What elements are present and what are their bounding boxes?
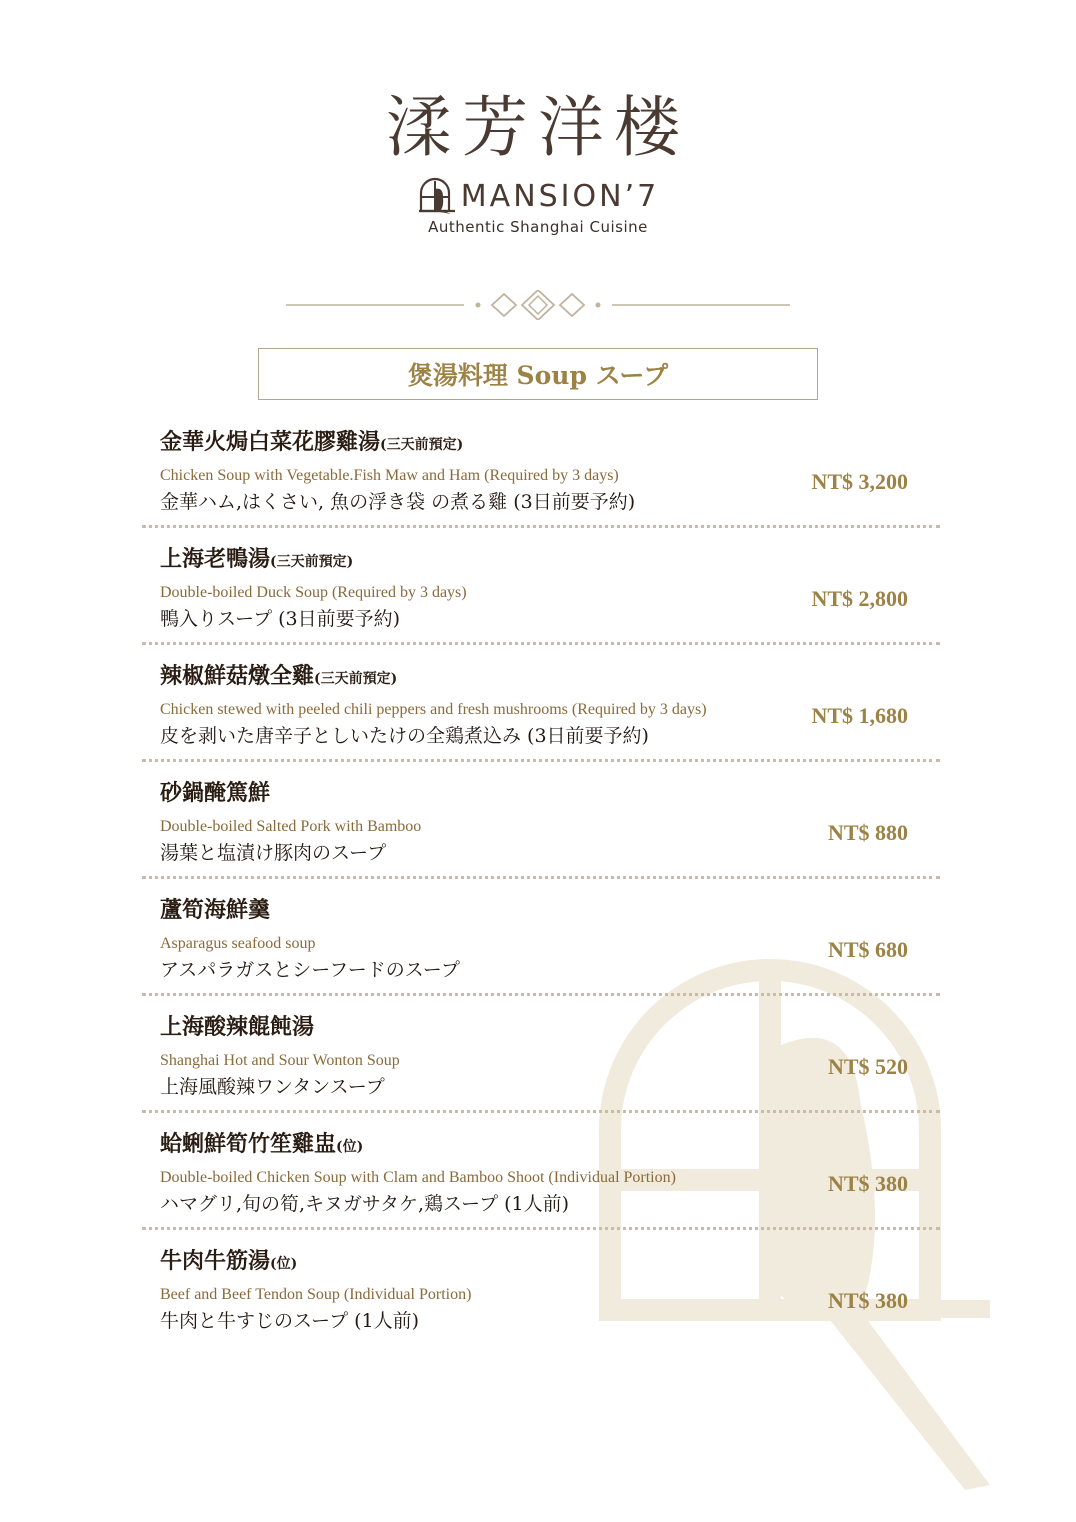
item-english: Beef and Beef Tendon Soup (Individual Portion) bbox=[160, 1286, 472, 1303]
item-japanese: 鴨入りスープ (3日前要予約) bbox=[160, 608, 401, 630]
item-japanese: ハマグリ,旬の筍,キヌガサタケ,鶏スープ (1人前) bbox=[160, 1193, 570, 1215]
menu-item bbox=[160, 1010, 940, 1113]
item-english: Shanghai Hot and Sour Wonton Soup bbox=[160, 1052, 400, 1069]
item-note: (三天前預定) bbox=[314, 671, 398, 687]
item-name: 蛤蜊鮮筍竹笙雞盅 bbox=[160, 1131, 337, 1157]
item-japanese: 牛肉と牛すじのスープ (1人前) bbox=[160, 1310, 420, 1332]
restaurant-header bbox=[0, 88, 1076, 236]
menu-item bbox=[160, 776, 940, 879]
menu-item bbox=[160, 893, 940, 996]
item-english: Double-boiled Salted Pork with Bamboo bbox=[160, 818, 422, 835]
item-price: NT$ 380 bbox=[827, 1288, 908, 1313]
section-title: 煲湯料理 Soup スープ bbox=[407, 361, 669, 390]
menu-item bbox=[160, 425, 940, 528]
item-english: Chicken Soup with Vegetable.Fish Maw and Ham (Required by 3 days) bbox=[160, 467, 619, 484]
item-note: (三天前預定) bbox=[270, 554, 354, 570]
menu-item bbox=[160, 1127, 940, 1230]
item-japanese: 皮を剥いた唐辛子としいたけの全鶏煮込み (3日前要予約) bbox=[160, 725, 649, 747]
brand-tagline: Authentic Shanghai Cuisine bbox=[428, 218, 648, 236]
brand-chinese-name: 渘芳洋楼 bbox=[386, 89, 690, 166]
item-name: 金華火焗白菜花膠雞湯 bbox=[160, 429, 381, 455]
item-japanese: 湯葉と塩漬け豚肉のスープ bbox=[160, 842, 387, 864]
item-price: NT$ 520 bbox=[827, 1054, 908, 1079]
birdcage-logo-icon bbox=[417, 177, 457, 215]
item-price: NT$ 880 bbox=[827, 820, 908, 845]
item-english: Double-boiled Chicken Soup with Clam and Bamboo Shoot (Individual Portion) bbox=[160, 1169, 676, 1186]
item-note: (位) bbox=[270, 1256, 298, 1272]
item-name: 上海老鴨湯 bbox=[160, 546, 271, 572]
ornamental-divider bbox=[286, 290, 790, 320]
section-title-box bbox=[258, 348, 818, 400]
brand-english-name: MANSION’7 bbox=[460, 178, 660, 214]
item-japanese: 金華ハム,はくさい, 魚の浮き袋 の煮る雞 (3日前要予約) bbox=[160, 491, 636, 513]
menu-item bbox=[160, 1244, 940, 1347]
item-name: 上海酸辣餛飩湯 bbox=[160, 1014, 315, 1040]
item-japanese: アスパラガスとシーフードのスープ bbox=[160, 959, 460, 981]
item-price: NT$ 3,200 bbox=[811, 469, 908, 494]
item-name: 蘆筍海鮮羹 bbox=[160, 897, 271, 923]
item-note: (三天前預定) bbox=[380, 437, 464, 453]
item-note: (位) bbox=[336, 1139, 364, 1155]
item-price: NT$ 2,800 bbox=[811, 586, 908, 611]
item-english: Asparagus seafood soup bbox=[160, 935, 316, 952]
menu-list bbox=[160, 425, 940, 1361]
item-english: Double-boiled Duck Soup (Required by 3 days) bbox=[160, 584, 467, 601]
menu-item bbox=[160, 659, 940, 762]
item-name: 牛肉牛筋湯 bbox=[160, 1248, 271, 1274]
item-english: Chicken stewed with peeled chili peppers and fresh mushrooms (Required by 3 days) bbox=[160, 701, 707, 718]
brand-english-row bbox=[0, 176, 1076, 216]
item-price: NT$ 380 bbox=[827, 1171, 908, 1196]
item-japanese: 上海風酸辣ワンタンスープ bbox=[160, 1076, 385, 1098]
menu-item bbox=[160, 542, 940, 645]
item-price: NT$ 680 bbox=[827, 937, 908, 962]
item-name: 砂鍋醃篤鮮 bbox=[160, 780, 271, 806]
item-price: NT$ 1,680 bbox=[811, 703, 908, 728]
item-name: 辣椒鮮菇燉全雞 bbox=[160, 663, 315, 689]
